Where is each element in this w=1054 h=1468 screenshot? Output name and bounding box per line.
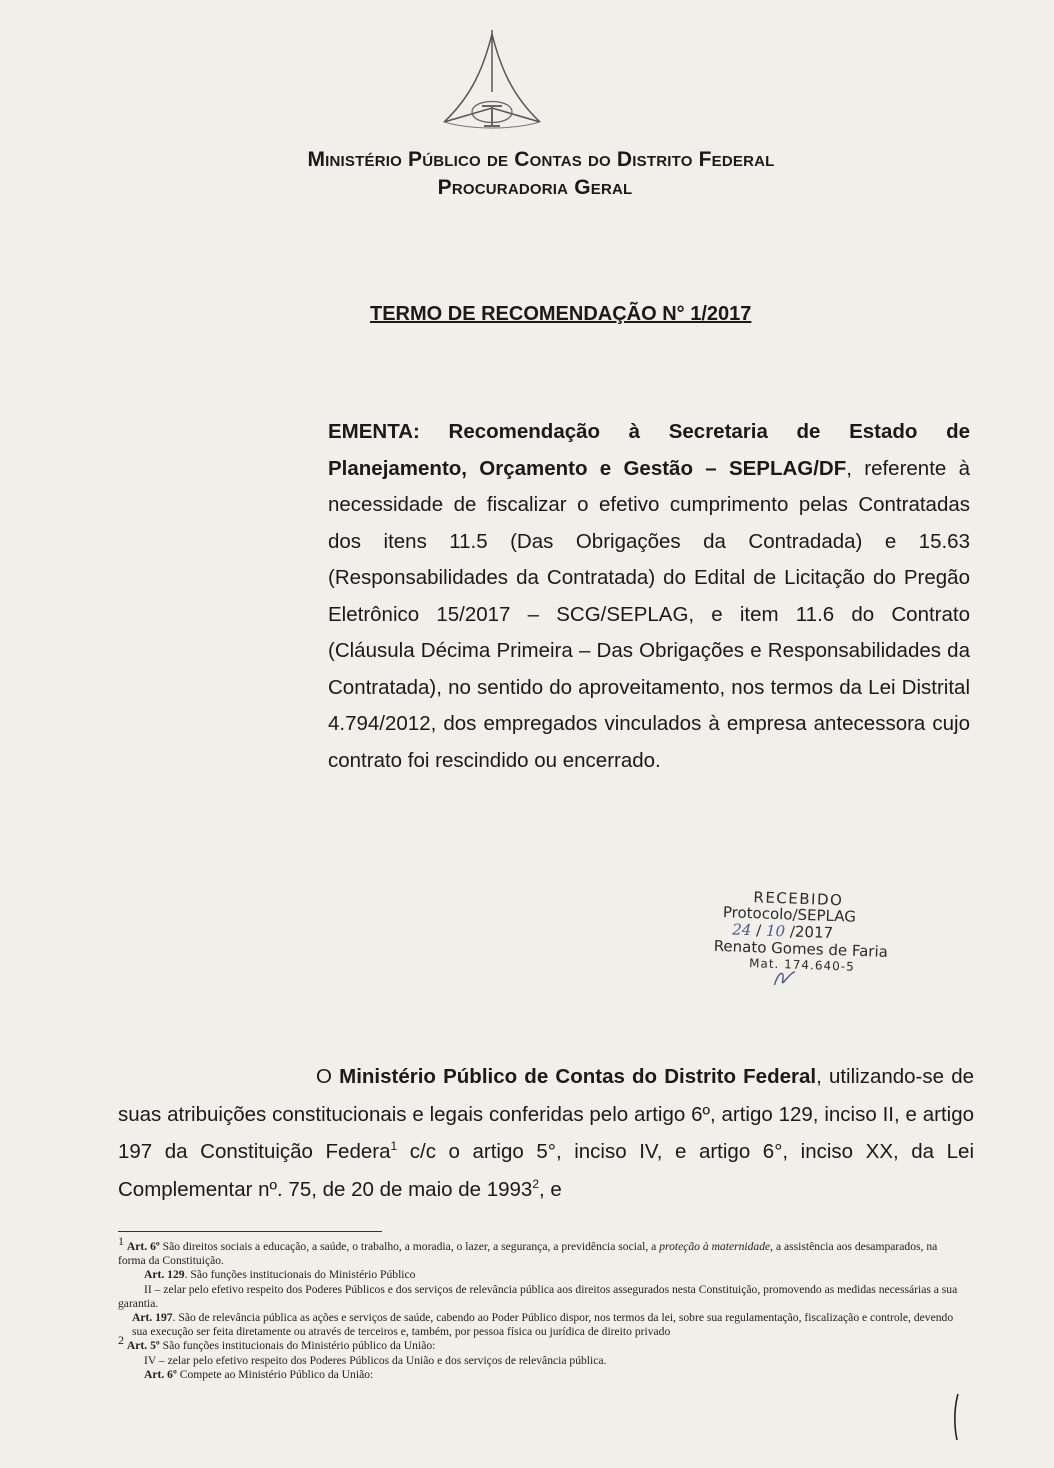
ementa-paragraph bbox=[328, 414, 970, 779]
footnote-art129: Art. 129. São funções institucionais do Ministério Público bbox=[144, 1268, 416, 1282]
footnote-ref-1[interactable]: 1 bbox=[390, 1139, 398, 1154]
footnote-1: $^1$ Art. 6º São direitos sociais a educação, a saúde, o trabalho, a moradia, o lazer, a segurança, a previdência social, a proteção à maternidade, a assistência aos desamparados, na forma da Constituição. bbox=[118, 1234, 938, 1268]
ementa-label: EMENTA: bbox=[328, 420, 420, 443]
body-prefix: O bbox=[316, 1065, 340, 1088]
received-stamp bbox=[710, 887, 898, 993]
footnote-art197: Art. 197. São de relevância pública as ações e serviços de saúde, cabendo ao Poder Público dispor, nos termos da lei, sobre sua regulamentação, fiscalização e controle, devendo sua execução ser feita diretamente ou através de terceiros e, também, por pessoa física ou jurídica de direito privado bbox=[132, 1311, 954, 1339]
stamp-date-day: 24 bbox=[732, 920, 752, 940]
department-name: Procuradoria Geral bbox=[437, 176, 633, 199]
signature-mark-icon bbox=[770, 967, 801, 990]
footnote-art6: Art. 6º Compete ao Ministério Público da União: bbox=[144, 1367, 374, 1381]
footnotes bbox=[118, 1234, 958, 1382]
body-part2: c/c o artigo 5°, inciso IV, e artigo 6°, inciso XX, da Lei Complementar nº. 75, de 20 de maio de 1993 bbox=[118, 1140, 974, 1201]
footnote-2: $^2$ Art. 5º São funções institucionais do Ministério público da União: bbox=[118, 1333, 436, 1353]
stamp-date-year: /2017 bbox=[789, 922, 834, 942]
margin-pen-mark-icon bbox=[950, 1392, 964, 1442]
institution-name: Ministério Público de Contas do Distrito Federal bbox=[307, 148, 775, 171]
footnote-ref-2[interactable]: 2 bbox=[532, 1176, 540, 1191]
stamp-received: RECEBIDO bbox=[753, 888, 844, 910]
body-paragraph bbox=[118, 1058, 974, 1208]
ementa-bold-text: Recomendação à Secretaria de Estado de Planejamento, Orçamento e Gestão – SEPLAG/DF bbox=[328, 420, 970, 480]
institution-emblem-icon bbox=[432, 26, 552, 150]
body-part3: , e bbox=[539, 1177, 562, 1201]
stamp-date-sep: / bbox=[755, 921, 762, 940]
stamp-date-month: 10 bbox=[765, 921, 786, 941]
ementa-text: , referente à necessidade de fiscalizar o efetivo cumprimento pelas Contratadas dos itens 11.5 (Das Obrigações da Contradada) e 15.63 (Responsabilidades da Contratada) do Edital de Licitação do Pregão Eletrônico 15/2017 – SCG/SEPLAG, e item 11.6 do Contrato (Cláusula Décima Primeira – Das Obrigações e Responsabilidades da Contratada), no sentido do aproveitamento, nos termos da Lei Distrital 4.794/2012, dos empregados vinculados à empresa antecessora cujo contrato foi rescindido ou encerrado. bbox=[328, 456, 970, 772]
document-title: TERMO DE RECOMENDAÇÃO N° 1/2017 bbox=[370, 303, 752, 325]
body-bold: Ministério Público de Contas do Distrito Federal bbox=[339, 1065, 817, 1088]
stamp-protocol: Protocolo/SEPLAG bbox=[722, 903, 857, 926]
footnote-2-iv: IV – zelar pelo efetivo respeito dos Poderes Públicos da União e dos serviços de relevância pública. bbox=[144, 1353, 607, 1367]
footnote-divider bbox=[118, 1231, 382, 1232]
stamp-mat: Mat. 174.640-5 bbox=[748, 956, 855, 974]
body-part1: , utilizando-se de suas atribuições constitucionais e legais conferidas pelo artigo 6º, artigo 129, inciso II, e artigo 197 da Constituição Federa bbox=[118, 1065, 974, 1163]
footnote-art129-ii: II – zelar pelo efetivo respeito dos Poderes Públicos e dos serviços de relevância pública aos direitos assegurados nesta Constituição, promovendo as medidas necessárias a sua garantia. bbox=[118, 1282, 958, 1310]
stamp-name: Renato Gomes de Faria bbox=[713, 936, 889, 961]
